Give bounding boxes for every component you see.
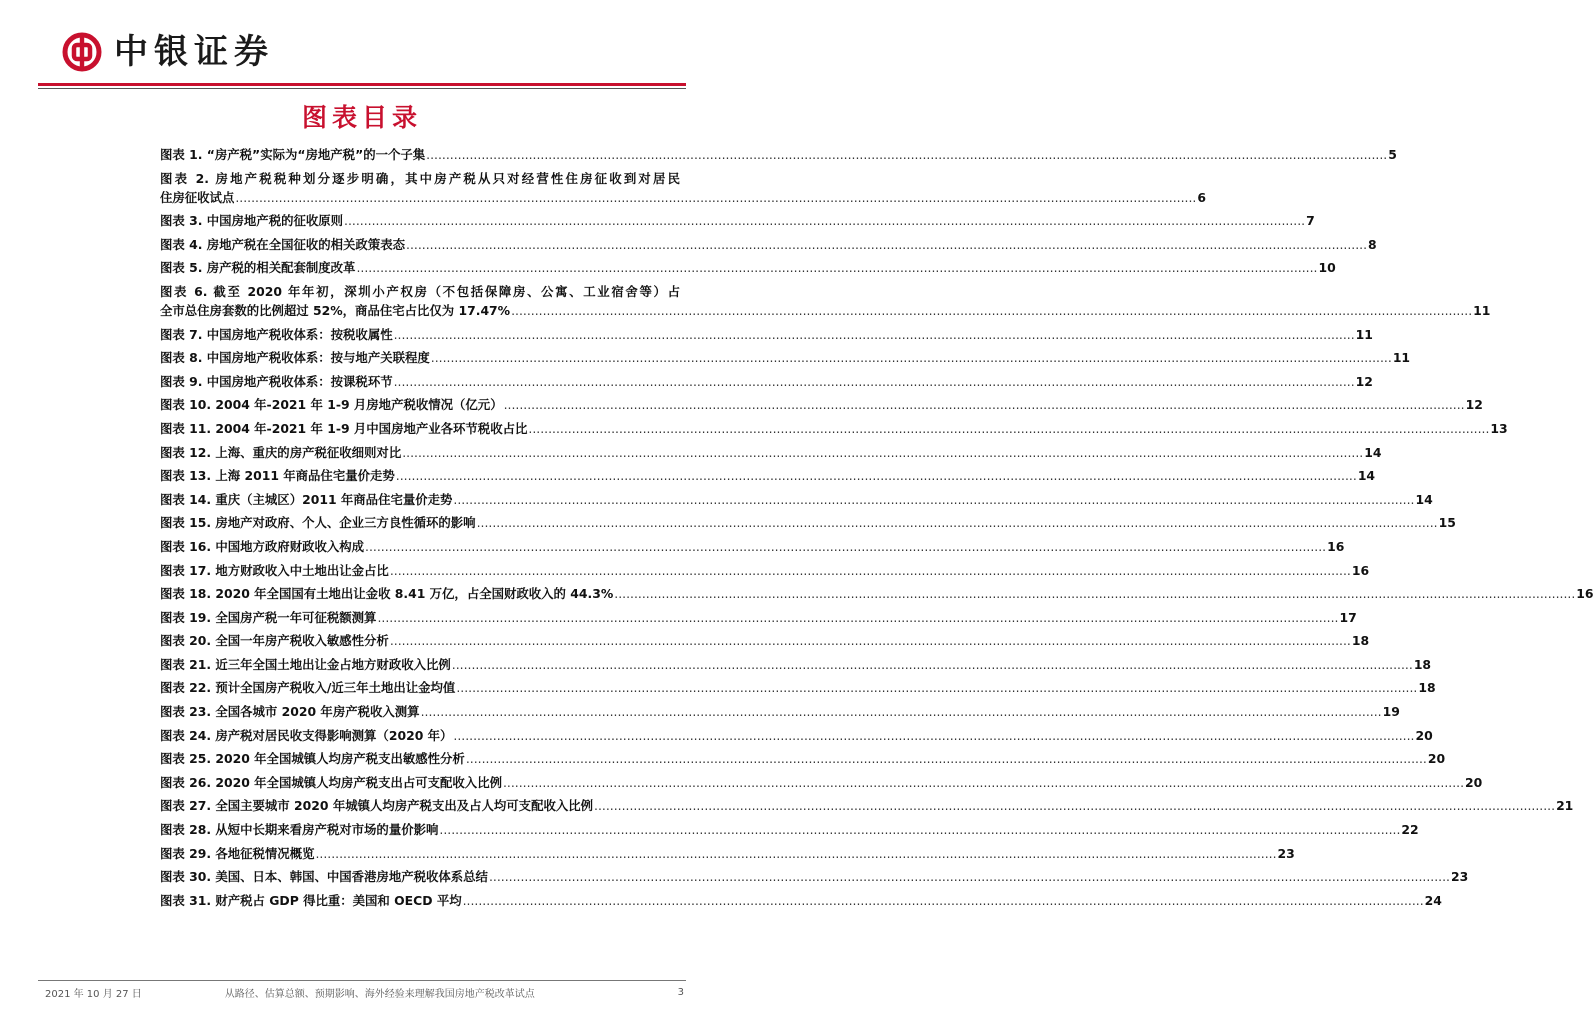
toc-entry-text: 图表 5. 房产税的相关配套制度改革 <box>160 260 356 276</box>
toc-entry-text: 图表 13. 上海 2011 年商品住宅量价走势 <box>160 468 395 484</box>
leader-dots <box>390 631 1351 650</box>
toc-entry-page: 14 <box>1415 491 1433 507</box>
toc-entry[interactable] <box>160 867 1469 886</box>
header-rule-thin <box>38 88 686 89</box>
leader-dots <box>426 145 1387 164</box>
toc-entry-page: 11 <box>1473 302 1491 318</box>
toc-entry-text: 图表 22. 预计全国房产税收入/近三年土地出让金均值 <box>160 680 456 696</box>
footer-rule <box>38 980 686 981</box>
toc-entry[interactable] <box>160 513 1456 532</box>
toc-entry[interactable] <box>160 348 1411 367</box>
toc-entry-page: 12 <box>1465 397 1483 413</box>
brand-name: 中银证券 <box>114 32 274 72</box>
toc-entry-page: 20 <box>1415 727 1433 743</box>
toc-entry-page: 23 <box>1277 845 1295 861</box>
leader-dots <box>235 188 1196 207</box>
toc-entry[interactable] <box>160 631 1370 650</box>
leader-dots <box>453 490 1414 509</box>
footer-document-title: 从路径、估算总额、预期影响、海外经验来理解我国房地产税改革试点 <box>224 989 535 1000</box>
toc-entry[interactable] <box>160 584 1594 603</box>
toc-entry-page: 20 <box>1465 774 1483 790</box>
toc-entry-text: 图表 16. 中国地方政府财政收入构成 <box>160 538 365 554</box>
toc-entry-page: 22 <box>1401 822 1419 838</box>
leader-dots <box>402 443 1363 462</box>
toc-entry[interactable] <box>160 325 1373 344</box>
leader-dots <box>356 258 1317 277</box>
toc-entry-text: 图表 19. 全国房产税一年可征税额测算 <box>160 609 377 625</box>
toc-entry[interactable] <box>160 749 1446 768</box>
toc-entry-page: 11 <box>1392 350 1411 366</box>
leader-dots <box>528 419 1489 438</box>
toc-entry-text: 图表 31. 财产税占 GDP 得比重：美国和 OECD 平均 <box>160 892 462 908</box>
toc-entry-text: 图表 27. 全国主要城市 2020 年城镇人均房产税支出及占人均可支配收入比例 <box>160 798 594 814</box>
header-rule <box>38 83 686 86</box>
footer-date: 2021 年 10 月 27 日 <box>45 989 142 1000</box>
toc-entry[interactable] <box>160 796 1574 815</box>
leader-dots <box>511 301 1472 320</box>
toc-entry-page: 13 <box>1490 420 1508 436</box>
toc-entry-text: 图表 26. 2020 年全国城镇人均房产税支出占可支配收入比例 <box>160 774 502 790</box>
toc-entry-text: 图表 28. 从短中长期来看房产税对市场的量价影响 <box>160 822 439 838</box>
toc-entry-text: 图表 25. 2020 年全国城镇人均房产税支出敏感性分析 <box>160 751 465 767</box>
toc-entry-text-line1: 图表 2. 房地产税税种划分逐步明确，其中房产税从只对经营性住房征收到对居民 <box>160 170 680 186</box>
toc-entry-text: 图表 21. 近三年全国土地出让金占地方财政收入比例 <box>160 656 451 672</box>
toc-entry[interactable] <box>160 258 1336 277</box>
toc-entry-text: 图表 3. 中国房地产税的征收原则 <box>160 213 344 229</box>
toc-entry-page: 21 <box>1556 798 1574 814</box>
toc-entry[interactable] <box>160 443 1382 462</box>
toc-entry-page: 18 <box>1418 680 1436 696</box>
footer <box>45 985 684 1000</box>
toc-entry-text: 图表 8. 中国房地产税收体系：按与地产关联程度 <box>160 350 430 366</box>
toc-entry-text-line1: 图表 6. 截至 2020 年年初，深圳小产权房（不包括保障房、公寓、工业宿舍等）占 <box>160 283 680 299</box>
toc-entry-text: 图表 29. 各地征税情况概览 <box>160 845 315 861</box>
toc-entry[interactable] <box>160 655 1432 674</box>
leader-dots <box>477 513 1438 532</box>
footer-page-number: 3 <box>677 987 684 998</box>
leader-dots <box>503 773 1464 792</box>
toc-entry[interactable] <box>160 561 1370 580</box>
toc-entry-text-line2: 全市总住房套数的比例超过 52%，商品住宅占比仅为 17.47% <box>160 302 511 318</box>
toc-entry[interactable] <box>160 891 1442 910</box>
toc-entry-page: 17 <box>1339 609 1357 625</box>
toc-entry-page: 8 <box>1368 236 1377 252</box>
toc-entry-page: 19 <box>1382 704 1400 720</box>
toc-entry[interactable] <box>160 608 1357 627</box>
leader-dots <box>614 584 1575 603</box>
toc-entry[interactable] <box>160 419 1508 438</box>
toc-entry-page: 11 <box>1355 326 1373 342</box>
toc-entry-page: 10 <box>1318 260 1336 276</box>
toc-entry-text: 图表 11. 2004 年-2021 年 1-9 月中国房地产业各环节税收占比 <box>160 420 528 436</box>
toc-entry[interactable] <box>160 466 1376 485</box>
toc-entry[interactable] <box>160 282 1491 320</box>
toc-entry[interactable] <box>160 844 1295 863</box>
toc-entry-page: 5 <box>1388 147 1397 162</box>
leader-dots <box>489 867 1450 886</box>
page-title: 图表目录 <box>301 103 422 132</box>
toc-entry-text: 图表 20. 全国一年房产税收入敏感性分析 <box>160 633 389 649</box>
toc-entry[interactable] <box>160 211 1315 230</box>
toc-entry-page: 16 <box>1576 586 1594 602</box>
leader-dots <box>377 608 1338 627</box>
toc-entry-text: 图表 14. 重庆（主城区）2011 年商品住宅量价走势 <box>160 491 453 507</box>
toc-entry-text: 图表 9. 中国房地产税收体系：按课税环节 <box>160 373 393 389</box>
toc-entry[interactable] <box>160 773 1483 792</box>
leader-dots <box>390 561 1351 580</box>
toc-entry-page: 7 <box>1306 213 1315 229</box>
toc-entry[interactable] <box>160 490 1433 509</box>
leader-dots <box>453 726 1414 745</box>
leader-dots <box>365 537 1326 556</box>
toc-entry[interactable] <box>160 726 1433 745</box>
toc-entry-page: 16 <box>1351 562 1370 578</box>
toc-entry-text: 图表 15. 房地产对政府、个人、企业三方良性循环的影响 <box>160 515 476 531</box>
toc-entry-page: 12 <box>1355 373 1373 389</box>
toc-entry-page: 18 <box>1413 656 1432 672</box>
toc-entry-text: 图表 7. 中国房地产税收体系：按税收属性 <box>160 326 393 342</box>
toc-entry-page: 23 <box>1450 869 1469 885</box>
toc-entry-page: 6 <box>1197 189 1206 205</box>
toc-entry-page: 14 <box>1357 468 1376 484</box>
toc-entry[interactable] <box>160 372 1373 391</box>
toc-entry-text: 图表 17. 地方财政收入中土地出让金占比 <box>160 562 389 578</box>
toc-entry-text: 图表 12. 上海、重庆的房产税征收细则对比 <box>160 444 402 460</box>
bank-of-china-logo-icon <box>62 32 102 72</box>
leader-dots <box>439 820 1400 839</box>
toc-entry-page: 20 <box>1427 751 1446 767</box>
toc-entry[interactable] <box>160 235 1377 254</box>
toc-entry-text-line2: 住房征收试点 <box>160 189 235 205</box>
toc-entry[interactable] <box>160 145 1397 164</box>
toc-entry[interactable] <box>160 395 1483 414</box>
leader-dots <box>452 655 1413 674</box>
toc-entry-page: 16 <box>1327 538 1345 554</box>
leader-dots <box>406 235 1367 254</box>
toc-entry[interactable] <box>160 678 1436 697</box>
toc-entry-text: 图表 4. 房地产税在全国征收的相关政策表态 <box>160 236 405 252</box>
toc-entry[interactable] <box>160 537 1345 556</box>
leader-dots <box>456 678 1417 697</box>
toc-entry-text: 图表 24. 房产税对居民收支得影响测算（2020 年） <box>160 727 453 743</box>
toc-entry-page: 24 <box>1424 892 1442 908</box>
leader-dots <box>431 348 1392 367</box>
table-of-figures <box>160 145 1594 914</box>
toc-entry-text: 图表 23. 全国各城市 2020 年房产税收入测算 <box>160 704 420 720</box>
leader-dots <box>421 702 1382 721</box>
leader-dots <box>504 395 1465 414</box>
toc-entry-page: 18 <box>1351 633 1370 649</box>
toc-entry[interactable] <box>160 169 1206 207</box>
leader-dots <box>315 844 1276 863</box>
leader-dots <box>344 211 1305 230</box>
leader-dots <box>466 749 1427 768</box>
toc-entry-text: 图表 1. “房产税”实际为“房地产税”的一个子集 <box>160 147 426 162</box>
toc-entry-text: 图表 10. 2004 年-2021 年 1-9 月房地产税收情况（亿元） <box>160 397 503 413</box>
toc-entry-text: 图表 18. 2020 年全国国有土地出让金收 8.41 万亿，占全国财政收入的 44.3% <box>160 586 614 602</box>
leader-dots <box>463 891 1424 910</box>
leader-dots <box>394 372 1355 391</box>
leader-dots <box>594 796 1555 815</box>
header <box>62 30 274 74</box>
leader-dots <box>394 325 1355 344</box>
toc-entry-text: 图表 30. 美国、日本、韩国、中国香港房地产税收体系总结 <box>160 869 488 885</box>
leader-dots <box>396 466 1357 485</box>
toc-entry-page: 14 <box>1364 444 1382 460</box>
toc-entry[interactable] <box>160 820 1419 839</box>
toc-entry-page: 15 <box>1438 515 1456 531</box>
toc-entry[interactable] <box>160 702 1400 721</box>
